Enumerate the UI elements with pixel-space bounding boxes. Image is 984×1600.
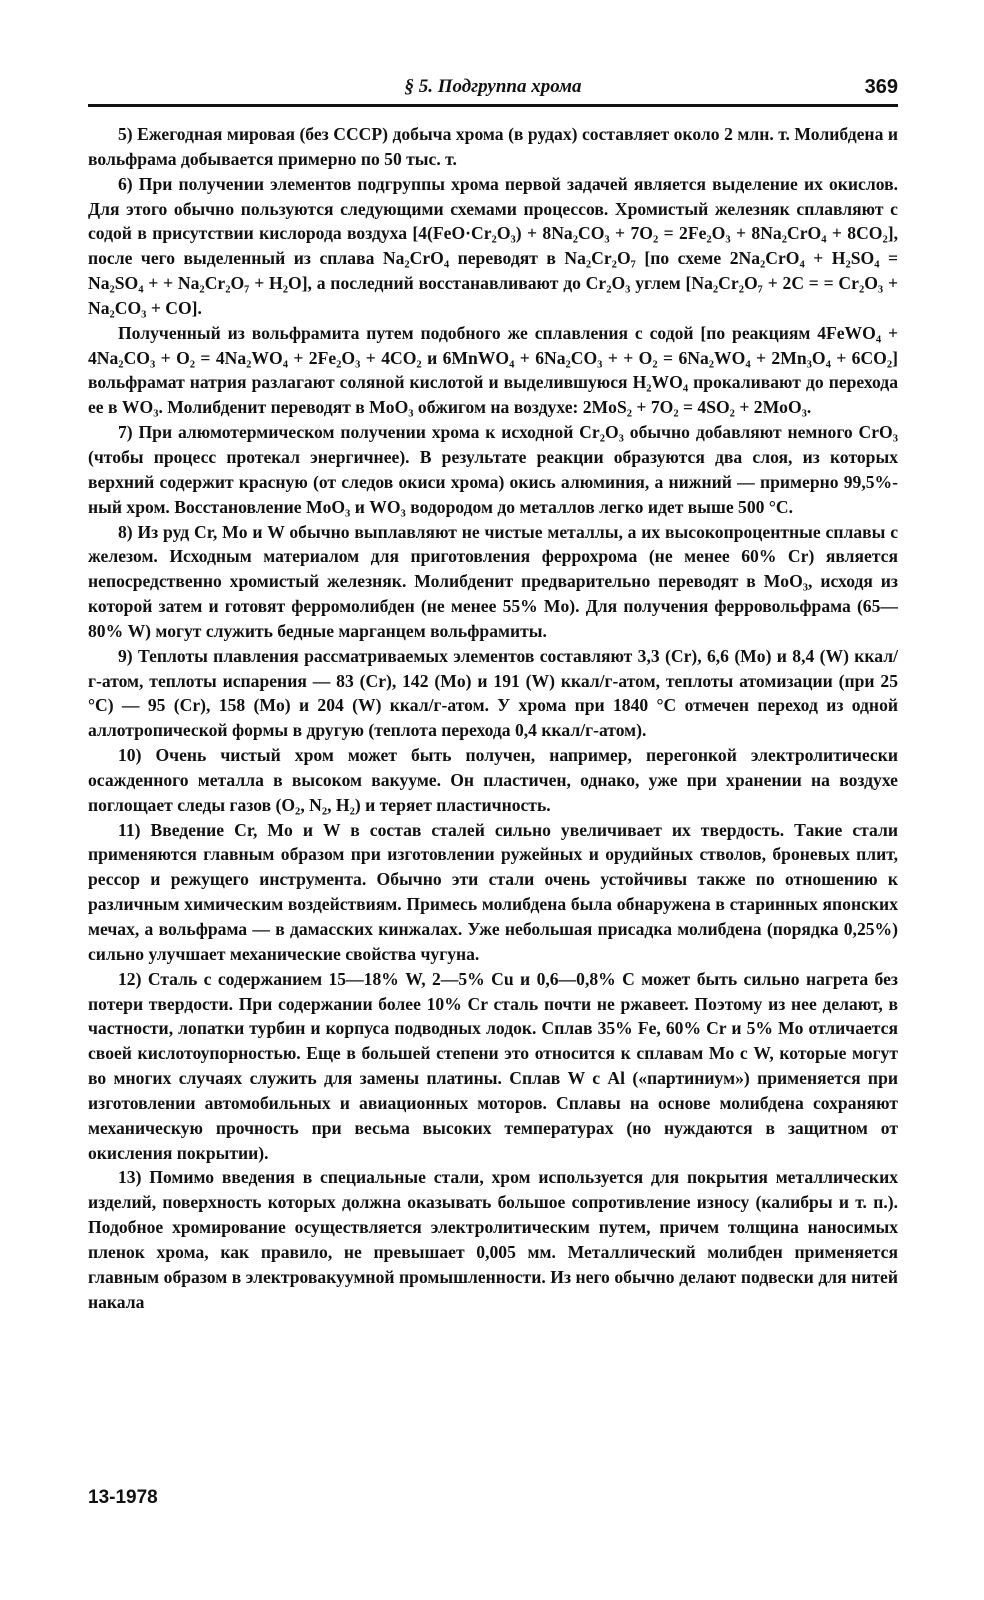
running-header [88, 72, 898, 106]
paragraph-note-13: 13) Помимо введения в специальные стали, хром используется для покрытия металлических изделий, поверхность которых должна оказывать большое сопротивление износу (калибры и т. п.). Подобное хромирование осуществляется электролитическим путем, причем толщина наносимых пленок хрома, как правило, не превышает 0,005 мм. Металлический молибден применяется главным образом в электровакуумной промышленности. Из него обычно делают подвески для нитей накала [88, 1167, 898, 1312]
page-number: 369 [864, 76, 898, 98]
paragraph-note-10: 10) Очень чистый хром может быть получен, например, перегонкой электролитически осажденного металла в высоком вакууме. Он пластичен, однако, уже при хранении на воздухе поглощает следы газов (O₂, N₂, H₂) и теряет пластичность. [88, 745, 898, 815]
page-body [88, 122, 898, 1315]
header-rule [88, 104, 898, 107]
paragraph-note-7: 7) При алюмотермическом получении хрома к исходной Cr₂O₃ обычно добавляют немного CrO₃ (чтобы процесс протекал энергичнее). В результате реакции образуются два слоя, из которых верхний содержит красную (от следов окиси хрома) окись алюминия, а нижний — примерно 99,5%-ный хром. Восстановление MoO₃ и WO₃ водородом до металлов легко идет выше 500 °С. [88, 422, 898, 517]
signature-mark: 13-1978 [88, 1487, 158, 1508]
paragraph-note-11: 11) Введение Cr, Mo и W в состав сталей сильно увеличивает их твердость. Такие стали применяются главным образом при изготовлении ружейных и орудийных стволов, броневых плит, рессор и режущего инструмента. Обычно эти стали очень устойчивы также по отношению к различным химическим воздействиям. Примесь молибдена была обнаружена в старинных японских мечах, а вольфрама — в дамасских кинжалах. Уже небольшая присадка молибдена (порядка 0,25%) сильно улучшает механические свойства чугуна. [88, 819, 898, 964]
paragraph-note-6-continued: Полученный из вольфрамита путем подобного же сплавления с содой [по реакциям 4FeWO₄ + 4Na₂CO₃ + O₂ = 4Na₂WO₄ + 2Fe₂O₃ + 4CO₂ и 6MnWO₄ + 6Na₂CO₃ + + O₂ = 6Na₂WO₄ + 2Mn₃O₄ + 6CO₂] вольфрамат натрия разлагают соляной кислотой и выделившуюся H₂WO₄ прокаливают до перехода ее в WO₃. Молибденит переводят в MoO₃ обжигом на воздухе: 2MoS₂ + 7O₂ = 4SO₂ + 2MoO₃. [88, 322, 898, 418]
paragraph-note-12: 12) Сталь с содержанием 15—18% W, 2—5% Cu и 0,6—0,8% C может быть сильно нагрета без потери твердости. При содержании более 10% Cr сталь почти не ржавеет. Поэтому из нее делают, в частности, лопатки турбин и корпуса подводных лодок. Сплав 35% Fe, 60% Cr и 5% Mo отличается своей кислотоупорностью. Еще в большей степени это относится к сплавам Mo с W, которые могут во многих случаях служить для замены платины. Сплав W с Al («партиниум») применяется при изготовлении автомобильных и авиационных моторов. Сплавы на основе молибдена сохраняют механическую прочность при весьма высоких температурах (но нуждаются в защитном от окисления покрытии). [88, 968, 898, 1163]
paragraph-note-6: 6) При получении элементов подгруппы хрома первой задачей является выделение их окислов. Для этого обычно пользуются следующими схемами процессов. Хромистый железняк сплавляют с содой в присутствии кислорода воздуха [4(FeO·Cr₂O₃) + 8Na₂CO₃ + 7O₂ = 2Fe₂O₃ + 8Na₂CrO₄ + 8CO₂], после чего выделенный из сплава Na₂CrO₄ переводят в Na₂Cr₂O₇ [по схеме 2Na₂CrO₄ + H₂SO₄ = Na₂SO₄ + + Na₂Cr₂O₇ + H₂O], а последний восстанавливают до Cr₂O₃ углем [Na₂Cr₂O₇ + 2C = = Cr₂O₃ + Na₂CO₃ + CO]. [88, 173, 898, 318]
section-title: § 5. Подгруппа хрома [404, 76, 582, 97]
paragraph-note-9: 9) Теплоты плавления рассматриваемых элементов составляют 3,3 (Cr), 6,6 (Mo) и 8,4 (W) ккал/г-атом, теплоты испарения — 83 (Cr), 142 (Mo) и 191 (W) ккал/г-атом, теплоты атомизации (при 25 °С) — 95 (Cr), 158 (Mo) и 204 (W) ккал/г-атом. У хрома при 1840 °С отмечен переход из одной аллотропической формы в другую (теплота перехода 0,4 ккал/г-атом). [88, 645, 898, 741]
paragraph-note-5: 5) Ежегодная мировая (без СССР) добыча хрома (в рудах) составляет около 2 млн. т. Молибдена и вольфрама добывается примерно по 50 тыс. т. [88, 124, 898, 169]
paragraph-note-8: 8) Из руд Cr, Mo и W обычно выплавляют не чистые металлы, а их высокопроцентные сплавы с железом. Исходным материалом для приготовления феррохрома (не менее 60% Cr) является непосредственно хромистый железняк. Молибденит предварительно переводят в MoO₃, исходя из которой затем и готовят ферромолибден (не менее 55% Mo). Для получения ферровольфрама (65—80% W) могут служить бедные марганцем вольфрамиты. [88, 521, 898, 641]
